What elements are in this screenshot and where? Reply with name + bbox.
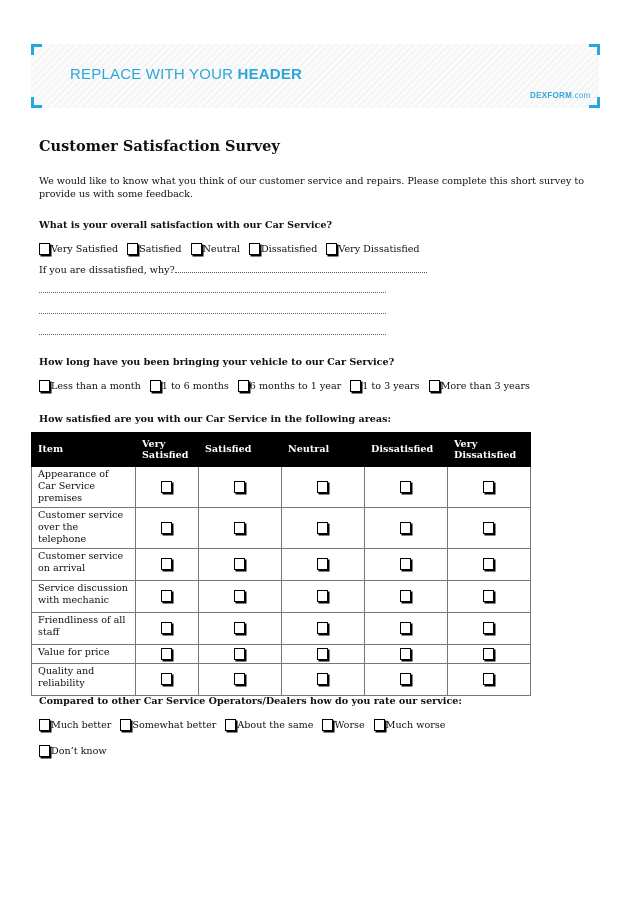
checkbox-icon[interactable] bbox=[234, 622, 245, 634]
question-customer-duration: How long have you been bringing your vehicle to our Car Service? bbox=[39, 357, 395, 368]
answer-line-1[interactable] bbox=[39, 292, 386, 293]
checkbox-icon[interactable] bbox=[161, 673, 172, 685]
rating-cell bbox=[365, 508, 448, 549]
checkbox-icon[interactable] bbox=[326, 243, 337, 255]
checkbox-icon[interactable] bbox=[127, 243, 138, 255]
row-label: Customer service over the telephone bbox=[32, 508, 136, 549]
option-more-than-3-years[interactable]: More than 3 years bbox=[429, 380, 530, 392]
checkbox-icon[interactable] bbox=[483, 558, 494, 570]
checkbox-icon[interactable] bbox=[400, 481, 411, 493]
checkbox-icon[interactable] bbox=[234, 558, 245, 570]
header-title-bold: HEADER bbox=[237, 66, 303, 83]
option-dont-know[interactable]: Don’t know bbox=[39, 745, 107, 757]
checkbox-icon[interactable] bbox=[350, 380, 361, 392]
checkbox-icon[interactable] bbox=[39, 243, 50, 255]
rating-cell bbox=[448, 508, 531, 549]
table-row bbox=[32, 613, 531, 645]
option-about-the-same[interactable]: About the same bbox=[225, 719, 313, 731]
options-customer-duration bbox=[39, 380, 539, 392]
checkbox-icon[interactable] bbox=[120, 719, 131, 731]
option-6-months-to-1-year[interactable]: 6 months to 1 year bbox=[238, 380, 341, 392]
checkbox-icon[interactable] bbox=[161, 558, 172, 570]
rating-cell bbox=[136, 664, 199, 696]
rating-cell bbox=[282, 549, 365, 581]
option-much-worse[interactable]: Much worse bbox=[374, 719, 446, 731]
checkbox-icon[interactable] bbox=[191, 243, 202, 255]
checkbox-icon[interactable] bbox=[317, 481, 328, 493]
rating-cell bbox=[282, 664, 365, 696]
option-somewhat-better[interactable]: Somewhat better bbox=[120, 719, 216, 731]
rating-cell bbox=[136, 549, 199, 581]
column-header-neutral: Neutral bbox=[282, 433, 365, 467]
header-placeholder-title bbox=[70, 66, 302, 83]
why-answer-line[interactable] bbox=[175, 264, 427, 273]
checkbox-icon[interactable] bbox=[238, 380, 249, 392]
page-title: Customer Satisfaction Survey bbox=[39, 138, 280, 155]
checkbox-icon[interactable] bbox=[429, 380, 440, 392]
table-row bbox=[32, 508, 531, 549]
rating-cell bbox=[136, 467, 199, 508]
corner-mark-top-left bbox=[31, 44, 42, 55]
row-label: Friendliness of all staff bbox=[32, 613, 136, 645]
rating-cell bbox=[199, 508, 282, 549]
brand-domain: .com bbox=[572, 91, 591, 100]
rating-cell bbox=[365, 664, 448, 696]
checkbox-icon[interactable] bbox=[161, 522, 172, 534]
option-1-to-6-months[interactable]: 1 to 6 months bbox=[150, 380, 229, 392]
checkbox-icon[interactable] bbox=[234, 481, 245, 493]
rating-cell bbox=[199, 549, 282, 581]
checkbox-icon[interactable] bbox=[234, 522, 245, 534]
column-header-very-satisfied: Very Satisfied bbox=[136, 433, 199, 467]
row-label: Customer service on arrival bbox=[32, 549, 136, 581]
checkbox-icon[interactable] bbox=[483, 622, 494, 634]
intro-text: We would like to know what you think of our customer service and repairs. Please complete this short survey to provide us with some feedback. bbox=[39, 176, 584, 200]
rating-cell bbox=[448, 467, 531, 508]
checkbox-icon[interactable] bbox=[400, 558, 411, 570]
checkbox-icon[interactable] bbox=[400, 522, 411, 534]
checkbox-icon[interactable] bbox=[317, 558, 328, 570]
checkbox-icon[interactable] bbox=[322, 719, 333, 731]
rating-cell bbox=[199, 581, 282, 613]
column-header-satisfied: Satisfied bbox=[199, 433, 282, 467]
rating-cell bbox=[282, 581, 365, 613]
table-row bbox=[32, 645, 531, 664]
checkbox-icon[interactable] bbox=[317, 648, 328, 660]
rating-cell bbox=[282, 613, 365, 645]
rating-cell bbox=[136, 645, 199, 664]
rating-cell bbox=[448, 581, 531, 613]
checkbox-icon[interactable] bbox=[483, 522, 494, 534]
rating-cell bbox=[365, 549, 448, 581]
checkbox-icon[interactable] bbox=[234, 673, 245, 685]
answer-line-3[interactable] bbox=[39, 334, 386, 335]
row-label: Value for price bbox=[32, 645, 136, 664]
rating-cell bbox=[448, 645, 531, 664]
options-compare-service bbox=[39, 719, 454, 731]
question-compare-service: Compared to other Car Service Operators/Dealers how do you rate our service: bbox=[39, 696, 462, 707]
table-header-row bbox=[32, 433, 531, 467]
column-header-very-dissatisfied: Very Dissatisfied bbox=[448, 433, 531, 467]
rating-cell bbox=[448, 613, 531, 645]
checkbox-icon[interactable] bbox=[249, 243, 260, 255]
table-row bbox=[32, 664, 531, 696]
rating-cell bbox=[199, 664, 282, 696]
checkbox-icon[interactable] bbox=[161, 590, 172, 602]
checkbox-icon[interactable] bbox=[317, 673, 328, 685]
checkbox-icon[interactable] bbox=[374, 719, 385, 731]
rating-cell bbox=[448, 664, 531, 696]
table-row bbox=[32, 549, 531, 581]
checkbox-icon[interactable] bbox=[161, 622, 172, 634]
option-neutral[interactable]: Neutral bbox=[191, 243, 240, 255]
answer-line-2[interactable] bbox=[39, 313, 386, 314]
rating-cell bbox=[365, 645, 448, 664]
checkbox-icon[interactable] bbox=[39, 719, 50, 731]
option-worse[interactable]: Worse bbox=[322, 719, 364, 731]
rating-cell bbox=[199, 467, 282, 508]
option-satisfied[interactable]: Satisfied bbox=[127, 243, 181, 255]
checkbox-icon[interactable] bbox=[317, 522, 328, 534]
checkbox-icon[interactable] bbox=[400, 648, 411, 660]
checkbox-icon[interactable] bbox=[234, 590, 245, 602]
checkbox-icon[interactable] bbox=[225, 719, 236, 731]
corner-mark-bottom-left bbox=[31, 97, 42, 108]
column-header-dissatisfied: Dissatisfied bbox=[365, 433, 448, 467]
checkbox-icon[interactable] bbox=[400, 673, 411, 685]
option-less-than-month[interactable]: Less than a month bbox=[39, 380, 141, 392]
column-header-item: Item bbox=[32, 433, 136, 467]
row-label: Appearance of Car Service premises bbox=[32, 467, 136, 508]
checkbox-icon[interactable] bbox=[483, 648, 494, 660]
checkbox-icon[interactable] bbox=[150, 380, 161, 392]
option-very-satisfied[interactable]: Very Satisfied bbox=[39, 243, 118, 255]
dissatisfied-why-row bbox=[39, 264, 427, 276]
checkbox-icon[interactable] bbox=[483, 590, 494, 602]
rating-cell bbox=[136, 581, 199, 613]
rating-cell bbox=[199, 645, 282, 664]
options-compare-service-line2 bbox=[39, 745, 116, 757]
question-areas-satisfaction: How satisfied are you with our Car Service in the following areas: bbox=[39, 414, 392, 425]
checkbox-icon[interactable] bbox=[400, 590, 411, 602]
checkbox-icon[interactable] bbox=[39, 745, 50, 757]
table-row bbox=[32, 467, 531, 508]
satisfaction-table bbox=[31, 432, 531, 696]
table-row bbox=[32, 581, 531, 613]
checkbox-icon[interactable] bbox=[483, 673, 494, 685]
rating-cell bbox=[448, 549, 531, 581]
option-1-to-3-years[interactable]: 1 to 3 years bbox=[350, 380, 419, 392]
options-overall-satisfaction bbox=[39, 243, 429, 255]
rating-cell bbox=[282, 645, 365, 664]
checkbox-icon[interactable] bbox=[317, 622, 328, 634]
row-label: Quality and reliability bbox=[32, 664, 136, 696]
option-dissatisfied[interactable]: Dissatisfied bbox=[249, 243, 317, 255]
rating-cell bbox=[199, 613, 282, 645]
rating-cell bbox=[136, 508, 199, 549]
checkbox-icon[interactable] bbox=[317, 590, 328, 602]
checkbox-icon[interactable] bbox=[483, 481, 494, 493]
checkbox-icon[interactable] bbox=[234, 648, 245, 660]
rating-cell bbox=[365, 467, 448, 508]
rating-cell bbox=[365, 581, 448, 613]
row-label: Service discussion with mechanic bbox=[32, 581, 136, 613]
checkbox-icon[interactable] bbox=[161, 648, 172, 660]
checkbox-icon[interactable] bbox=[400, 622, 411, 634]
checkbox-icon[interactable] bbox=[39, 380, 50, 392]
checkbox-icon[interactable] bbox=[161, 481, 172, 493]
rating-cell bbox=[365, 613, 448, 645]
corner-mark-top-right bbox=[589, 44, 600, 55]
dissatisfied-why-label: If you are dissatisfied, why? bbox=[39, 265, 175, 276]
header-title-plain: REPLACE WITH YOUR bbox=[70, 66, 238, 83]
brand-logo bbox=[530, 91, 591, 100]
rating-cell bbox=[136, 613, 199, 645]
rating-cell bbox=[282, 508, 365, 549]
brand-name: DEXFORM bbox=[530, 91, 573, 100]
option-much-better[interactable]: Much better bbox=[39, 719, 111, 731]
rating-cell bbox=[282, 467, 365, 508]
question-overall-satisfaction: What is your overall satisfaction with our Car Service? bbox=[39, 220, 333, 231]
option-very-dissatisfied[interactable]: Very Dissatisfied bbox=[326, 243, 419, 255]
